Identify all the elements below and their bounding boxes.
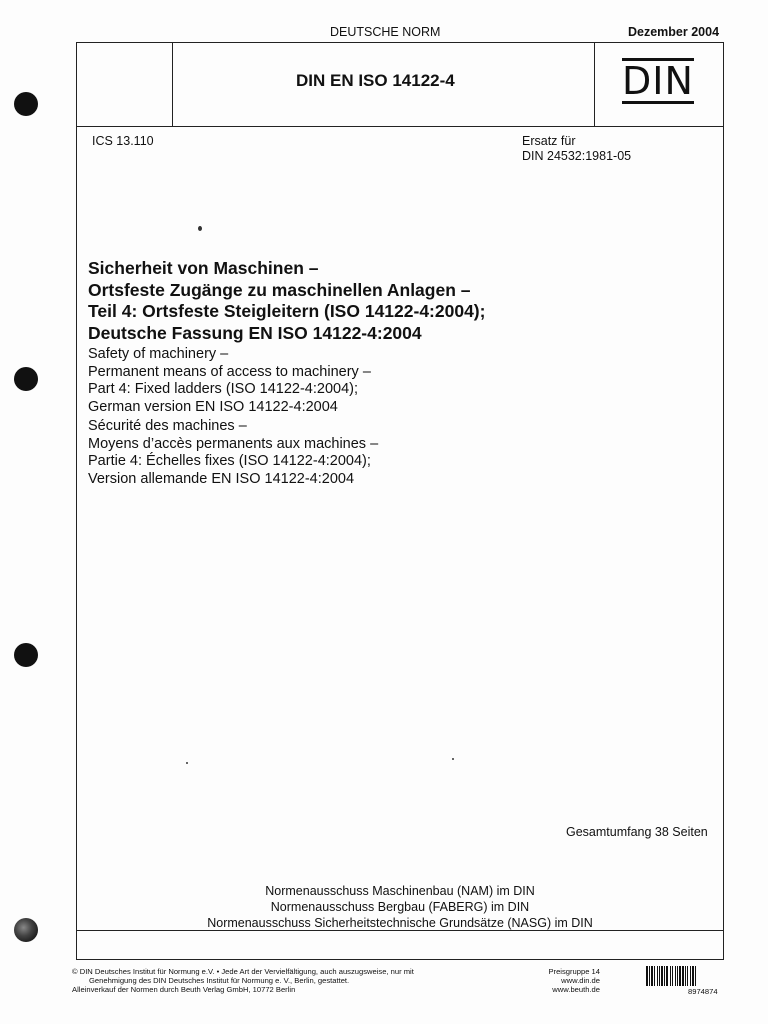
norm-label: DEUTSCHE NORM [330,25,441,39]
title-french-line: Moyens d’accès permanents aux machines – [88,435,379,452]
committee-line: Normenausschuss Maschinenbau (NAM) im DIN [265,884,535,898]
barcode-gap [696,966,697,986]
ink-speck [198,226,202,231]
title-french-line: Partie 4: Échelles fixes (ISO 14122-4:2004); [88,453,371,469]
copyright-line: Genehmigung des DIN Deutsches Institut für Normung e. V., Berlin, gestattet. [89,976,350,986]
header-divider [76,126,724,127]
committees [150,883,650,931]
ics-code: ICS 13.110 [92,134,154,148]
total-pages: Gesamtumfang 38 Seiten [566,825,708,839]
header-col-divider-left [172,42,173,126]
replaces-label: Ersatz für [522,134,576,148]
issue-date: Dezember 2004 [628,25,720,39]
title-english-line: Part 4: Fixed ladders (ISO 14122-4:2004); [88,381,359,397]
price-group: Preisgruppe 14 [548,967,600,976]
beuth-url: www.beuth.de [552,985,600,995]
punch-hole [14,918,38,942]
copyright-notice [72,967,512,995]
header-col-divider-right [594,42,595,126]
title-french-line: Version allemande EN ISO 14122-4:2004 [88,470,355,487]
punch-hole [14,643,38,667]
title-french-line: Sécurité des machines – [88,418,247,434]
barcode [646,966,722,986]
punch-hole [14,92,38,116]
replaces-value: DIN 24532:1981-05 [522,149,632,163]
barcode-number: 8974874 [688,987,718,996]
committee-line: Normenausschuss Sicherheitstechnische Grundsätze (NASG) im DIN [207,916,593,930]
title-german [88,258,485,344]
din-logo-text: DIN [622,59,694,103]
copyright-line: Alleinverkauf der Normen durch Beuth Verlag GmbH, 10772 Berlin [72,985,296,995]
document-number: DIN EN ISO 14122-4 [296,71,455,90]
title-english-line: German version EN ISO 14122-4:2004 [88,398,338,415]
ink-speck [452,758,454,760]
committee-line: Normenausschuss Bergbau (FABERG) im DIN [270,900,530,914]
copyright-line: © DIN Deutsches Institut für Normung e.V. • Jede Art der Vervielfältigung, auch auszugsweise, nur mit [72,967,414,976]
title-german-line: Sicherheit von Maschinen – [88,258,319,278]
title-english-line: Permanent means of access to machinery – [88,363,371,380]
title-german-line: Teil 4: Ortsfeste Steigleitern (ISO 14122-4:2004); [88,301,486,321]
title-english-line: Safety of machinery – [88,346,229,362]
din-url: www.din.de [561,976,600,986]
title-german-line: Ortsfeste Zugänge zu maschinellen Anlagen – [88,279,471,300]
title-german-line: Deutsche Fassung EN ISO 14122-4:2004 [88,322,422,343]
punch-hole [14,367,38,391]
ink-speck [186,762,188,764]
price-info [520,967,600,995]
document-frame [76,42,724,960]
title-french [88,418,378,488]
title-english [88,346,371,416]
din-logo [622,58,694,104]
